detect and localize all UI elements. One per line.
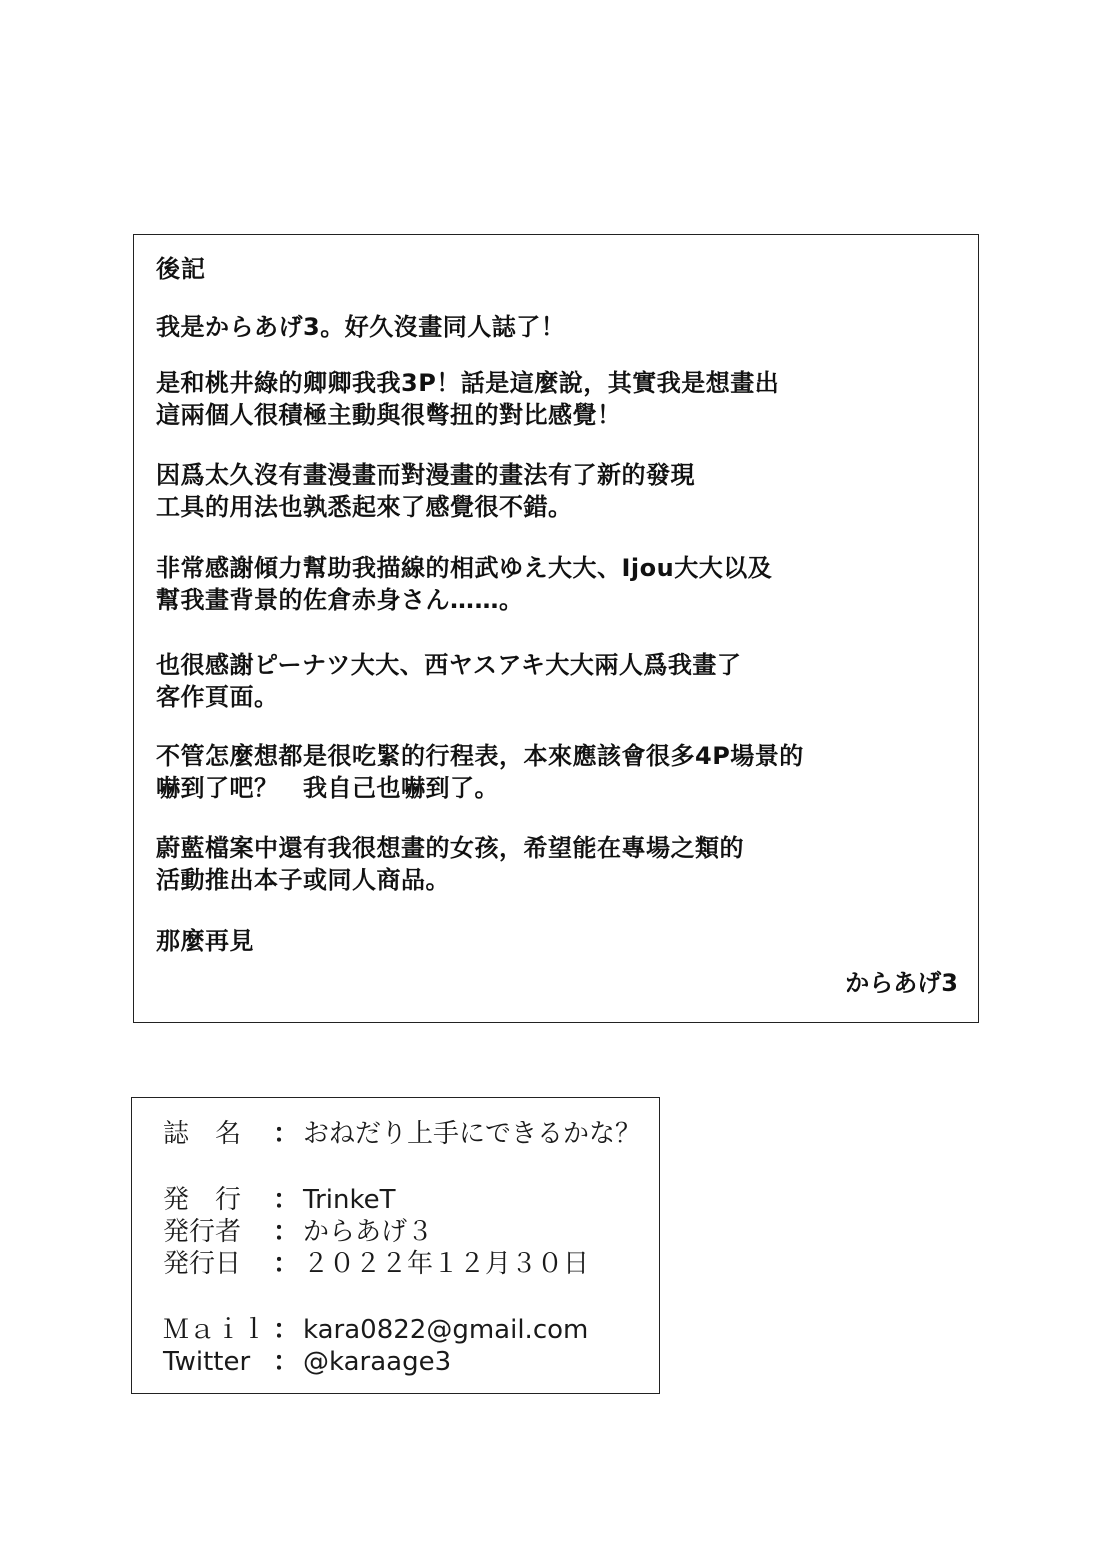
colophon-value: @karaage3 [303,1347,452,1377]
afterword-paragraph-6 [156,740,804,804]
afterword-paragraph-4 [156,552,772,616]
afterword-box [133,234,979,1023]
afterword-line: 不管怎麼想都是很吃緊的行程表，本來應該會很多4P場景的 [156,742,804,770]
afterword-line: 蔚藍檔案中還有我很想畫的女孩，希望能在專場之類的 [156,834,744,862]
colophon-value: kara0822@gmail.com [303,1315,589,1345]
colophon-value: ２０２２年１２月３０日 [303,1249,590,1279]
afterword-paragraph-8 [156,925,254,957]
afterword-line: 我是からあげ3。好久沒畫同人誌了！ [156,313,566,341]
colophon-value: からあげ３ [303,1217,434,1247]
colophon-label: 発行者 [163,1217,242,1247]
colophon-row-mail [163,1314,588,1346]
colophon-label: 発 行 [163,1185,242,1215]
afterword-title: 後記 [156,255,206,283]
afterword-line: 非常感謝傾力幫助我描線的相武ゆえ大大、Ijou大大以及 [156,554,773,582]
afterword-signature: からあげ3 [845,969,958,997]
afterword-line: 那麼再見 [156,927,254,955]
colophon-separator: ： [273,1315,300,1345]
colophon-separator: ： [273,1185,300,1215]
colophon-value: TrinkeT [303,1185,396,1215]
afterword-line: 嚇到了吧？ 我自己也嚇到了。 [156,774,499,802]
afterword-line: 工具的用法也孰悉起來了感覺很不錯。 [156,493,573,521]
colophon-row-publisher [163,1184,395,1216]
colophon-box [131,1097,660,1394]
afterword-paragraph-1 [156,311,565,343]
afterword-paragraph-2 [156,367,779,431]
colophon-label: 誌 名 [163,1119,242,1149]
afterword-line: 是和桃井綠的卿卿我我3P！話是這麼說，其實我是想畫出 [156,369,780,397]
colophon-row-title [163,1118,641,1150]
afterword-line: 因爲太久沒有畫漫畫而對漫畫的畫法有了新的發現 [156,461,695,489]
colophon-label: 発行日 [163,1249,242,1279]
afterword-line: 這兩個人很積極主動與很彆扭的對比感覺！ [156,401,622,429]
afterword-line: 幫我畫背景的佐倉赤身さん……。 [156,586,524,614]
colophon-separator: ： [273,1119,300,1149]
colophon-value: おねだり上手にできるかな？ [303,1119,642,1149]
afterword-paragraph-3 [156,459,695,523]
afterword-line: 也很感謝ピーナツ大大、西ヤスアキ大大兩人爲我畫了 [156,651,742,679]
colophon-row-date [163,1248,589,1280]
colophon-label: Ｍａｉｌ [163,1315,268,1345]
colophon-separator: ： [273,1347,300,1377]
colophon-separator: ： [273,1249,300,1279]
colophon-row-twitter [163,1346,451,1378]
afterword-paragraph-7 [156,832,744,896]
colophon-separator: ： [273,1217,300,1247]
colophon-label: Twitter [163,1347,251,1377]
afterword-line: 客作頁面。 [156,683,279,711]
colophon-row-author [163,1216,433,1248]
afterword-paragraph-5 [156,649,741,713]
afterword-line: 活動推出本子或同人商品。 [156,866,450,894]
